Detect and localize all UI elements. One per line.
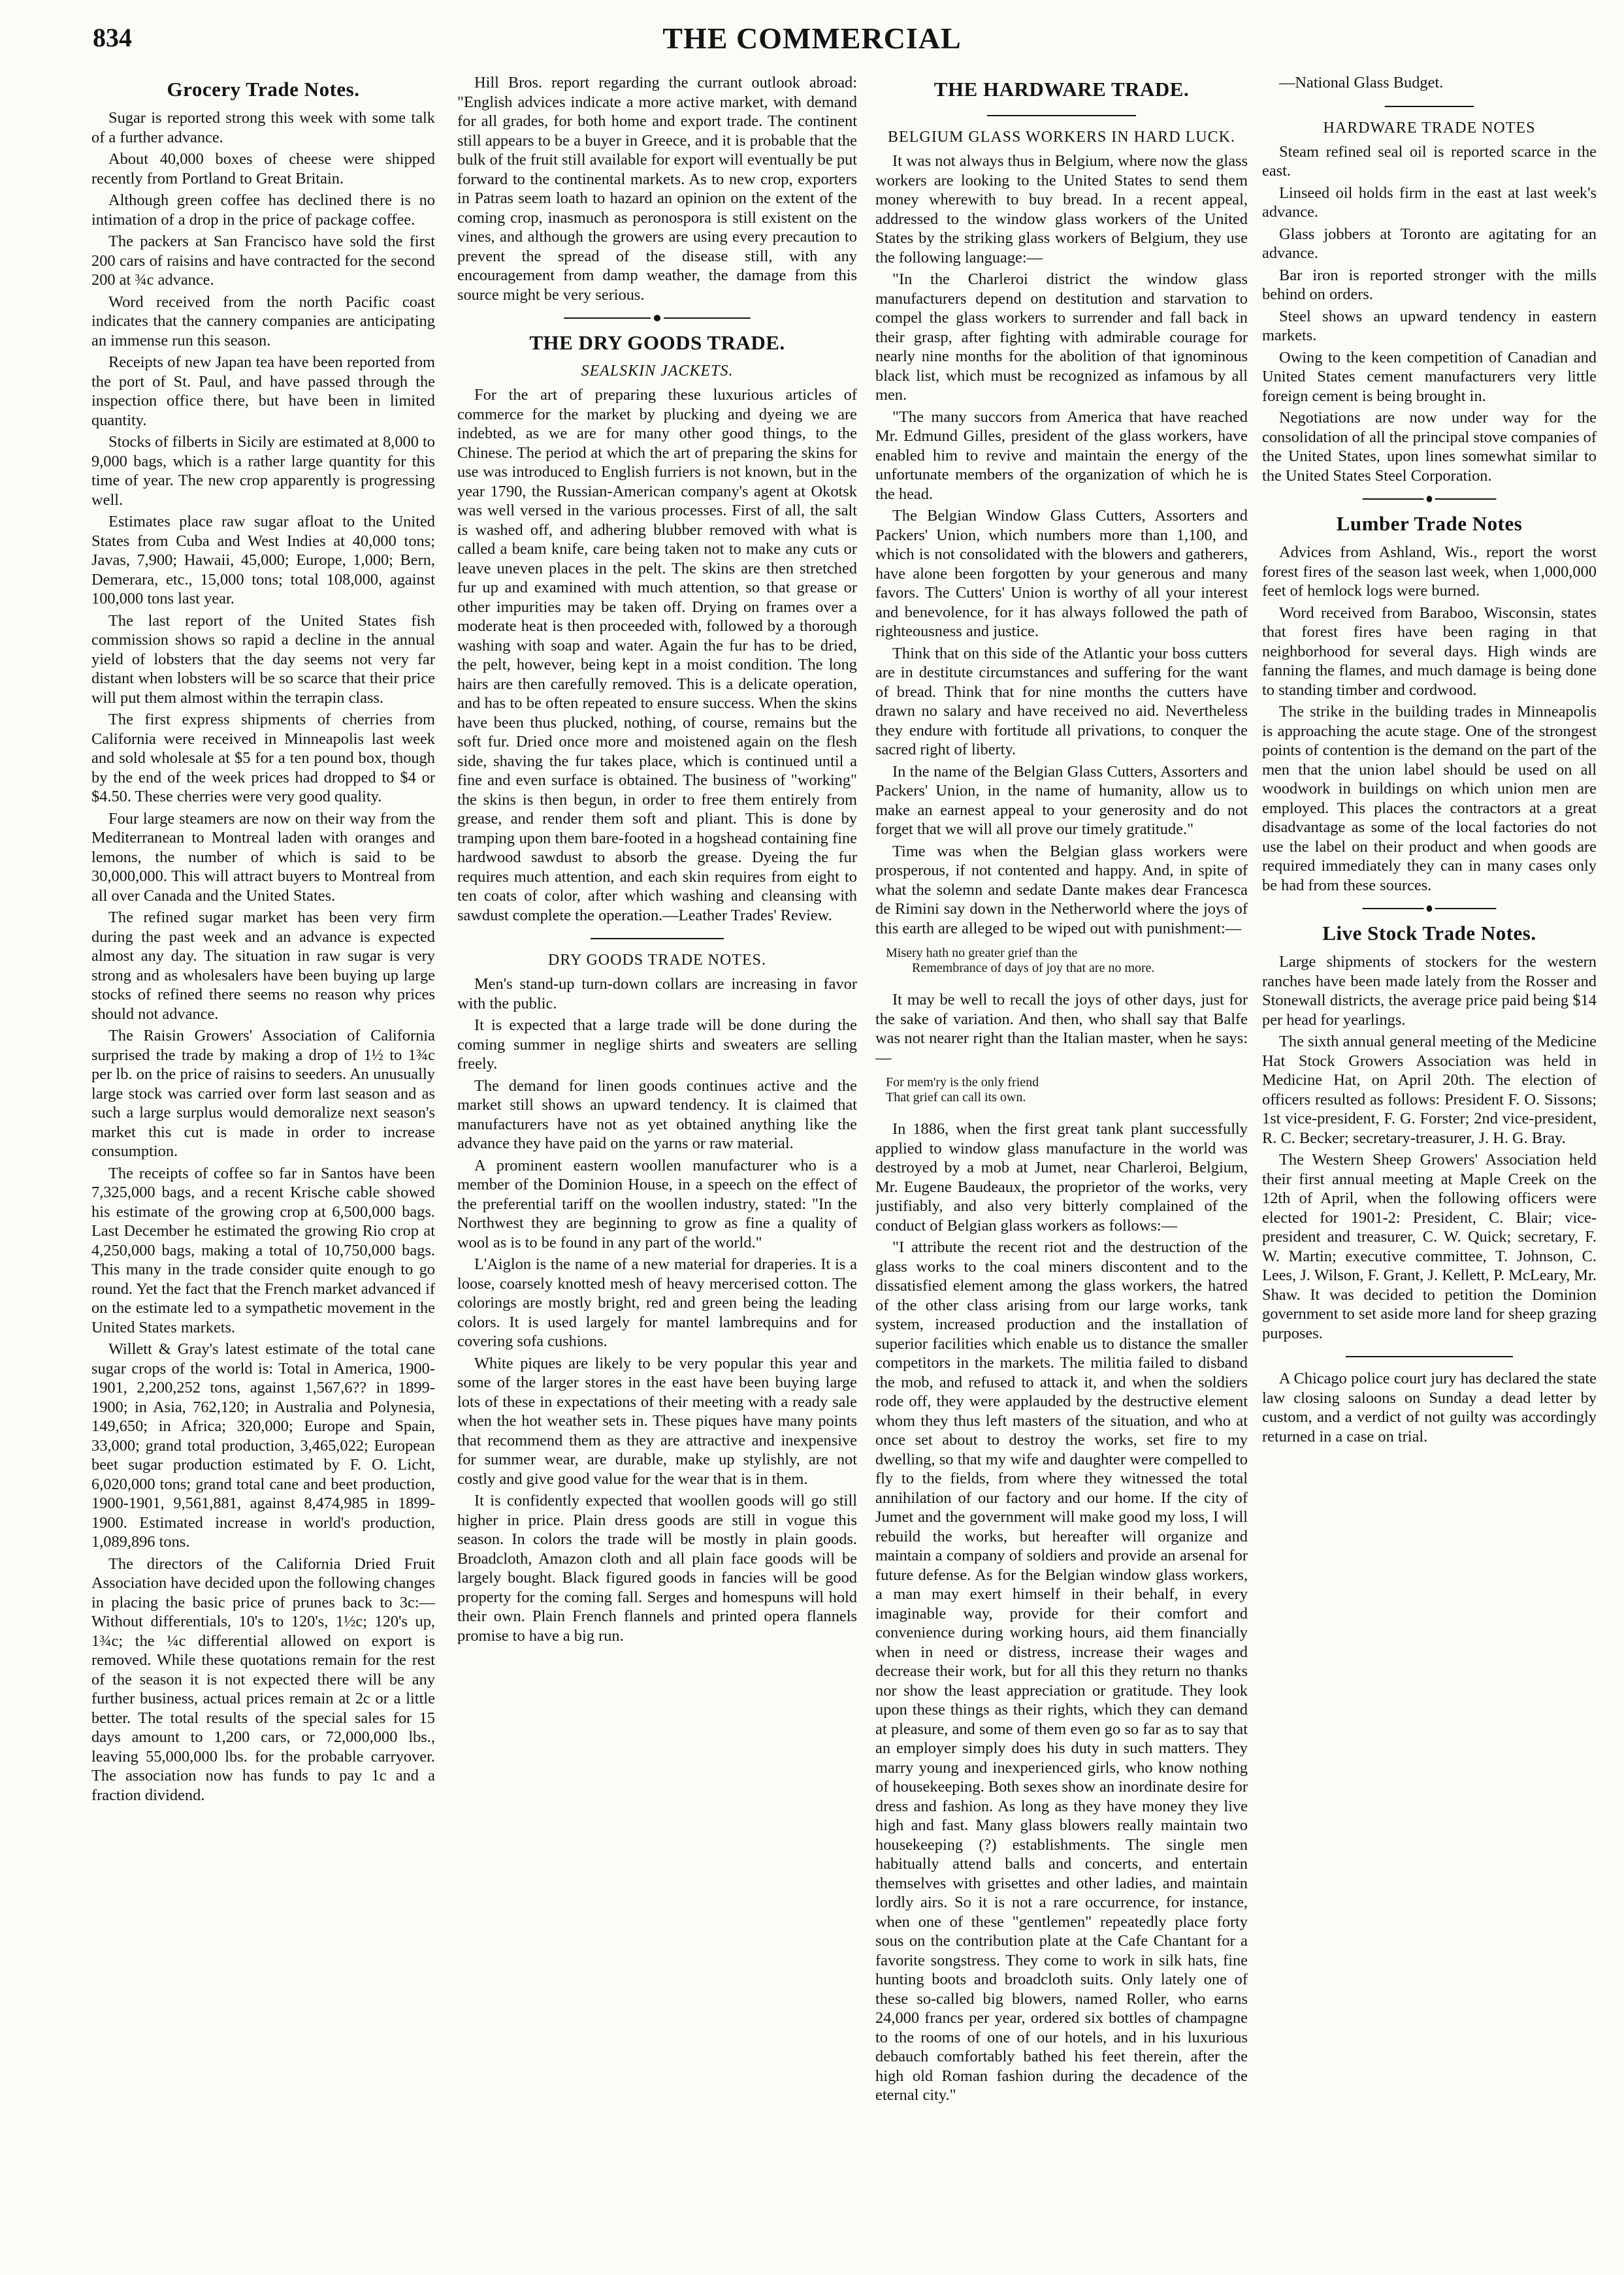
column-3 <box>875 73 1248 2258</box>
section-divider <box>1262 494 1597 504</box>
article-paragraph: The receipts of coffee so far in Santos have been 7,325,000 bags, and a recent Krische cable showed his estimate of the growing crop at 6,500,000 bags. Last December he estimated the growing Rio crop at 4,250,000 bags, making a total of 10,750,000 bags. This many in the trade consider quite enough to go round. Yet the fact that the French market advanced if on the estimate led to a sympathetic movement in the United States markets. <box>91 1164 435 1336</box>
article-paragraph: Time was when the Belgian glass workers were prosperous, if not contented and happy. And, in spite of what the solemn and sedate Dante makes dear Francesca de Rimini say down in the Netherworld where the joys of this earth are alleged to be wiped out with punishment:— <box>875 842 1248 937</box>
grocery-notes <box>91 108 435 1805</box>
article-paragraph: The Belgian Window Glass Cutters, Assorters and Packers' Union, which numbers more than 1,100, and which is not consolidated with the blowers and gatherers, have alone been forgotten by your generous and many favors. The Cutters' Union is worthy of all your interest and benevolence, for it has always followed the path of righteousness and justice. <box>875 507 1248 640</box>
article-paragraph: The first express shipments of cherries from California were received in Minneapolis last week and sold wholesale at $5 for a ten pound box, though by the end of the week prices had dropped to $4 or $4.50. These cherries were very good quality. <box>91 711 435 805</box>
journal-title: THE COMMERCIAL <box>662 22 962 55</box>
masthead <box>0 18 1624 64</box>
lumber-title: Lumber Trade Notes <box>1336 512 1523 535</box>
article-paragraph: The refined sugar market has been very firm during the past week and an advance is expected almost any day. The situation in raw sugar is very strong and as wholesalers have been buying up large stocks of refined there seems no reason why prices should not advance. <box>91 909 435 1023</box>
column-1 <box>91 73 435 2258</box>
article-paragraph: Stocks of filberts in Sicily are estimated at 8,000 to 9,000 bags, which is a rather large quantity for this time of year. The new crop apparently is progressing well. <box>91 433 435 509</box>
section-divider <box>1262 102 1597 111</box>
sealskin-heading: SEALSKIN JACKETS. <box>581 363 734 379</box>
belgium-article <box>875 152 1248 938</box>
section-divider <box>457 314 857 323</box>
article-paragraph: It may be well to recall the joys of other days, just for the sake of variation. And then, who shall say that Balfe was not nearer right than the Italian master, when he says:— <box>875 991 1248 1067</box>
article-paragraph: Advices from Ashland, Wis., report the worst forest fires of the season last week, when 1,000,000 feet of hemlock logs were burned. <box>1262 543 1597 600</box>
article-paragraph: White piques are likely to be very popular this year and some of the larger stores in the east have been buying large lots of these in expectations of their meeting with a ready sale when the hot weather sets in. These piques have many points that recommend them as they are attractive and inexpensive for summer wear, are durable, make up stylishly, are not costly and give good value for the wear that is in them. <box>457 1354 857 1488</box>
article-paragraph: The sixth annual general meeting of the Medicine Hat Stock Growers Association was held in Medicine Hat, on April 20th. The election of officers resulted as follows: President F. O. Sissons; 1st vice-president, F. G. Forster; 2nd vice-president, R. C. Becker; secretary-treasurer, J. H. G. Bray. <box>1262 1033 1597 1147</box>
dry-goods-notes <box>457 975 857 1645</box>
article-paragraph: The Raisin Growers' Association of California surprised the trade by making a drop of 1½ to 1¾c per lb. on the price of raisins to seeders. An unusually large stock was carried over form last season and as such a large surplus would demoralize next season's market this cut is made in order to increase consumption. <box>91 1027 435 1160</box>
section-divider <box>1262 904 1597 913</box>
article-paragraph: Bar iron is reported stronger with the mills behind on orders. <box>1262 266 1597 303</box>
article-paragraph: It was not always thus in Belgium, where now the glass workers are looking to the United States to send them money wherewith to buy bread. In a recent appeal, addressed to the window glass workers of the United States by the striking glass workers of Belgium, they use the following language:— <box>875 152 1248 266</box>
verse-line: For mem'ry is the only friend <box>886 1075 1039 1089</box>
article-paragraph: The Western Sheep Growers' Association held their first annual meeting at Maple Creek on the 12th of April, when the following officers were elected for 1901-2: President, C. Blair; vice-president and treasurer, C. W. Quick; secretary, F. W. Martin; executive committee, T. Johnson, C. Lees, J. Wilson, F. Grant, J. Kellett, P. McLeary, Mr. Shaw. It was decided to petition the Dominion government to set aside more land for sheep grazing purposes. <box>1262 1151 1597 1342</box>
verse-line: That grief can call its own. <box>886 1090 1026 1105</box>
article-paragraph: "In the Charleroi district the window glass manufacturers depend on destitution and starvation to compel the glass workers to surrender and fall back in their grasp, after fighting with admirable courage for nearly nine months for the abolition of that ignominous black list, which must be recognized as infamous by all men. <box>875 270 1248 404</box>
verse-quote <box>886 1075 1248 1105</box>
article-paragraph: Think that on this side of the Atlantic your boss cutters are in destitute circumstances and suffering for the want of bread. Think that for nine months the cutters have drawn no salary and have received no aid. Nevertheless they endure with fortitude all privations, to conquer the sacred right of liberty. <box>875 644 1248 758</box>
article-paragraph: Hill Bros. report regarding the currant outlook abroad: "English advices indicate a more active market, with demand for all grades, for both home and export trade. The continent still appears to be a buyer in Greece, and it is probable that the bulk of the fruit still available for export will eventually be put forward to the continental markets. As to new crop, exporters in Patras seem loath to hazard an opinion on the extent of the coming crop, inasmuch as peronospora is still existent on the vines, and although the growers are using every precaution to prevent the spread of the disease still, with any encouragement from damp weather, the damage from this source might be very serious. <box>457 74 857 304</box>
article-paragraph: The demand for linen goods continues active and the market still shows an upward tendency. It is claimed that manufacturers have not as yet obtained anything like the advance they have paid on the yarns or raw material. <box>457 1076 857 1152</box>
article-paragraph: Men's stand-up turn-down collars are increasing in favor with the public. <box>457 975 857 1012</box>
article-paragraph: The strike in the building trades in Minneapolis is approaching the acute stage. One of the strongest points of contention is the demand on the part of the men that the union label should be used on all woodwork in buildings on which union men are employed. This places the contractors at a great disadvantage as some of the local factories do not use the label on their product and when goods are required immediately they can in many cases only be had from these sources. <box>1262 703 1597 894</box>
article-paragraph: The directors of the California Dried Fruit Association have decided upon the following changes in placing the basic price of prunes back to 3c:— Without differentials, 10's to 120's, 1½c; 120's up, 1¾c; the ¼c differential allowed on export is removed. While these quotations remain for the rest of the season it is not expected there will be any further business, actual prices remain at 2c or a little better. The total results of the special sales for 15 days amount to 1,200 cars, or 72,000,000 lbs., leaving 55,000,000 lbs. for the probable carryover. The association now has funds to pay 1c and a fraction dividend. <box>91 1555 435 1804</box>
article-paragraph: In the name of the Belgian Glass Cutters, Assorters and Packers' Union, in the name of humanity, allow us to make an earnest appeal to your generosity and do not forget that we will all prove our timely gratitude." <box>875 762 1248 838</box>
grocery-title: Grocery Trade Notes. <box>167 78 360 101</box>
article-paragraph: Word received from the north Pacific coast indicates that the cannery companies are anticipating an immense run this season. <box>91 293 435 349</box>
article-paragraph: Large shipments of stockers for the western ranches have been made lately from the Rosser and Stonewall districts, the average price paid being $14 per head for yearlings. <box>1262 953 1597 1029</box>
article-paragraph: L'Aiglon is the name of a new material for draperies. It is a loose, coarsely knotted mesh of heavy mercerised cotton. The colorings are mostly bright, red and green being the leading colors. It is used largely for mantel lambrequins and for covering sofa cushions. <box>457 1255 857 1350</box>
article-paragraph: Four large steamers are now on their way from the Mediterranean to Montreal laden with oranges and lemons, the number of which is said to be 30,000,000. This will attract buyers to Montreal from all over Canada and the United States. <box>91 809 435 905</box>
chicago-item: A Chicago police court jury has declared the state law closing saloons on Sunday a dead letter by custom, and a verdict of not guilty was accordingly returned in a case on trial. <box>1262 1370 1597 1445</box>
article-paragraph: In 1886, when the first great tank plant successfully applied to window glass manufacture in the world was destroyed by a mob at Jumet, near Charleroi, Belgium, Mr. Eugene Baudeaux, the proprietor of the works, very justifiably, and also very bitterly complained of the conduct of Belgian glass workers as follows:— <box>875 1120 1248 1234</box>
article-paragraph: Willett & Gray's latest estimate of the total cane sugar crops of the world is: Total in America, 1900-1901, 2,200,252 tons, against 1,567,6?? in 1899-1900; in Asia, 762,120; in Australia and Polynesia, 149,650; in Africa; 320,000; Europe and Spain, 33,000; grand total production, 3,465,022; European beet sugar production estimated by F. O. Licht, 6,020,000 tons; grand total cane and beet production, 1900-1901, 9,561,881, against 8,474,985 in 1899-1900. Estimated increase in world's production, 1,089,896 tons. <box>91 1340 435 1551</box>
sealskin-article: For the art of preparing these luxurious articles of commerce for the market by plucking and dyeing we are indebted, as we are for many other good things, to the Chinese. The period at which the art of preparing the skins for use was introduced to English furriers is not known, but in the year 1790, the Russian-American company's agent at Okotsk was well versed in the various processes. First of all, the salt is washed off, and adhering blubber removed with what is called a beam knife, care being taken not to make any cuts or leave uneven places in the pelt. The skins are then stretched fur up and examined with much attention, so that grease or other impurities may be taken off. Drying on frames over a moderate heat is then proceeded with, followed by a thorough washing with soap and water. Again the fur has to be dried, the pelt, however, being kept in a moist condition. The long hairs are then carefully removed. This is a delicate operation, and has to be often repeated to ensure success. When the skins have been thus plucked, nothing, of course, remains but the soft fur. Dried once more and moistened again on the flesh side, shaving the fur takes place, which is continued until a fine and even surface is obtained. The business of "working" the skins is then begun, in order to free them entirely from grease, and render them soft and pliant. This is done by tramping upon them bare-footed in a hogshead containing fine hardwood sawdust to absorb the grease. Dyeing the fur requires much attention, and each skin requires from eight to ten coats of color, after which washing and cleansing with sawdust complete the operation.—Leather Trades' Review. <box>457 386 857 924</box>
article-paragraph: A prominent eastern woollen manufacturer who is a member of the Dominion House, in a speech on the effect of the preferential tariff on the woollen industry, stated: "In the Northwest they are beginning to grow as fine a quality of wool as is to be found in any part of the world." <box>457 1156 857 1251</box>
verse-line: Misery hath no greater grief than the <box>886 946 1078 960</box>
column-2 <box>457 73 857 2258</box>
livestock-title: Live Stock Trade Notes. <box>1322 922 1536 944</box>
article-paragraph: Estimates place raw sugar afloat to the United States from Cuba and West Indies at 40,000 tons; Javas, 7,900; Hawaii, 45,000; Europe, 1,000; Bern, Demerara, etc., 15,000 tons; total 108,000, against 100,000 tons last year. <box>91 513 435 607</box>
article-paragraph: Receipts of new Japan tea have been reported from the port of St. Paul, and have passed through the inspection office there, but have been in limited quantity. <box>91 353 435 429</box>
article-paragraph: Sugar is reported strong this week with some talk of a further advance. <box>91 109 435 146</box>
article-paragraph: The last report of the United States fish commission shows so rapid a decline in the annual yield of lobsters that the day seems not very far distant when lobsters will be so scarce that their price will put them almost within the terrapin class. <box>91 611 435 707</box>
dry-goods-notes-heading: DRY GOODS TRADE NOTES. <box>547 952 767 969</box>
livestock-notes <box>1262 952 1597 1343</box>
article-paragraph: "The many succors from America that have reached Mr. Edmund Gilles, president of the glass workers, have enabled him to revive and maintain the energy of the unfortunate members of the organization of which he is the head. <box>875 408 1248 503</box>
article-paragraph: It is confidently expected that woollen goods will go still higher in price. Plain dress goods are still in vogue this season. In colors the trade will be mostly in plain goods. Broadcloth, Amazon cloth and all plain face goods will be largely bought. Black figured goods in fancies will be good property for the coming fall. Serges and homespuns will hold their own. Plain French flannels and printed opera flannels promise to have a big run. <box>457 1492 857 1645</box>
belgium-article-continued <box>875 1120 1248 2105</box>
grocery-continued <box>457 73 857 304</box>
article-paragraph: Negotiations are now under way for the consolidation of all the principal stove companies of the United States, upon lines somewhat similar to the United States Steel Corporation. <box>1262 409 1597 485</box>
lumber-notes <box>1262 543 1597 895</box>
article-paragraph: It is expected that a large trade will be done during the coming summer in neglige shirts and sweaters are selling freely. <box>457 1016 857 1073</box>
hardware-notes-heading: HARDWARE TRADE NOTES <box>1323 119 1536 137</box>
column-4 <box>1262 73 1597 2258</box>
article-paragraph: Although green coffee has declined there is no intimation of a drop in the price of package coffee. <box>91 191 435 229</box>
article-paragraph: About 40,000 boxes of cheese were shipped recently from Portland to Great Britain. <box>91 150 435 187</box>
hardware-notes <box>1262 142 1597 486</box>
section-divider <box>875 111 1248 120</box>
dry-goods-title: THE DRY GOODS TRADE. <box>529 331 785 354</box>
article-paragraph: Linseed oil holds firm in the east at last week's advance. <box>1262 184 1597 221</box>
article-paragraph: Owing to the keen competition of Canadian and United States cement manufacturers very little foreign cement is being brought in. <box>1262 348 1597 405</box>
article-paragraph: The packers at San Francisco have sold the first 200 cars of raisins and have contracted for the second 200 at ¾c advance. <box>91 233 435 289</box>
verse-line: Remembrance of days of joy that are no more. <box>912 961 1155 975</box>
verse-quote <box>886 946 1248 976</box>
article-paragraph: Steam refined seal oil is reported scarce in the east. <box>1262 142 1597 180</box>
article-paragraph: Glass jobbers at Toronto are agitating for an advance. <box>1262 225 1597 262</box>
section-divider <box>457 934 857 943</box>
section-divider <box>1262 1352 1597 1361</box>
hardware-title: THE HARDWARE TRADE. <box>934 78 1190 101</box>
article-paragraph: Steel shows an upward tendency in eastern markets. <box>1262 307 1597 344</box>
article-paragraph: "I attribute the recent riot and the destruction of the glass works to the coal miners discontent and to the dissatisfied element among the glass workers, the hatred of the other class arising from our large works, tank system, increased production and the installation of superior facilities which enable us to distance the smaller competitors in the markets. The militia failed to disband the mob, and refused to attack it, and when the soldiers rode off, they were applauded by the destructive element whom they thus left masters of the situation, and who at once set about to destroy the works, set fire to my dwelling, so that my wife and daughter were compelled to fly to the fields, from where they witnessed the total annihilation of our factory and our home. If the city of Jumet and the government will make good my loss, I will rebuild the works, but hereafter will organize and maintain a company of soldiers and provide an arsenal for future defense. As for the Belgian window glass workers, a man may exert himself in their behalf, in every imaginable way, provide for their comfort and convenience during working hours, aid them financially when in need or distress, increase their wages and decrease their work, but for all this they return no thanks nor show the least appreciation or gratitude. They look upon these things as their rights, which they can demand at pleasure, and some of them even go so far as to say that an employer simply does his duty in such matters. They marry young and inexperienced girls, who know nothing of housekeeping. Both sexes show an inordinate desire for dress and fashion. As long as they have money they live high and fast. Many glass blowers really maintain two housekeeping (?) establishments. The single men habitually attend balls and concerts, and entertain themselves with grisettes and other ladies, and maintain lordly airs. So it is not a rare occurrence, for instance, when one of these "gentlemen" repeatedly place forty sous on the contribution plate at the Cafe Chantant for a favorite songstress. They come to work in silk hats, fine hunting boots and broadcloth suits. Only lately one of these so-called big blowers, named Roller, who earns 24,000 francs per year, ordered six bottles of champagne to the rooms of one of our hotels, and in his luxurious debauch comfortably bathed his feet therein, after the high old Roman fashion during the decadence of the eternal city." <box>875 1238 1248 2104</box>
page-number: 834 <box>93 23 132 52</box>
article-attribution: —National Glass Budget. <box>1279 74 1444 91</box>
belgium-heading: BELGIUM GLASS WORKERS IN HARD LUCK. <box>888 129 1235 146</box>
article-paragraph: Word received from Baraboo, Wisconsin, states that forest fires have been raging in that neighborhood for several days. High winds are fanning the flames, and much damage is being done to standing timber and cordwood. <box>1262 604 1597 699</box>
